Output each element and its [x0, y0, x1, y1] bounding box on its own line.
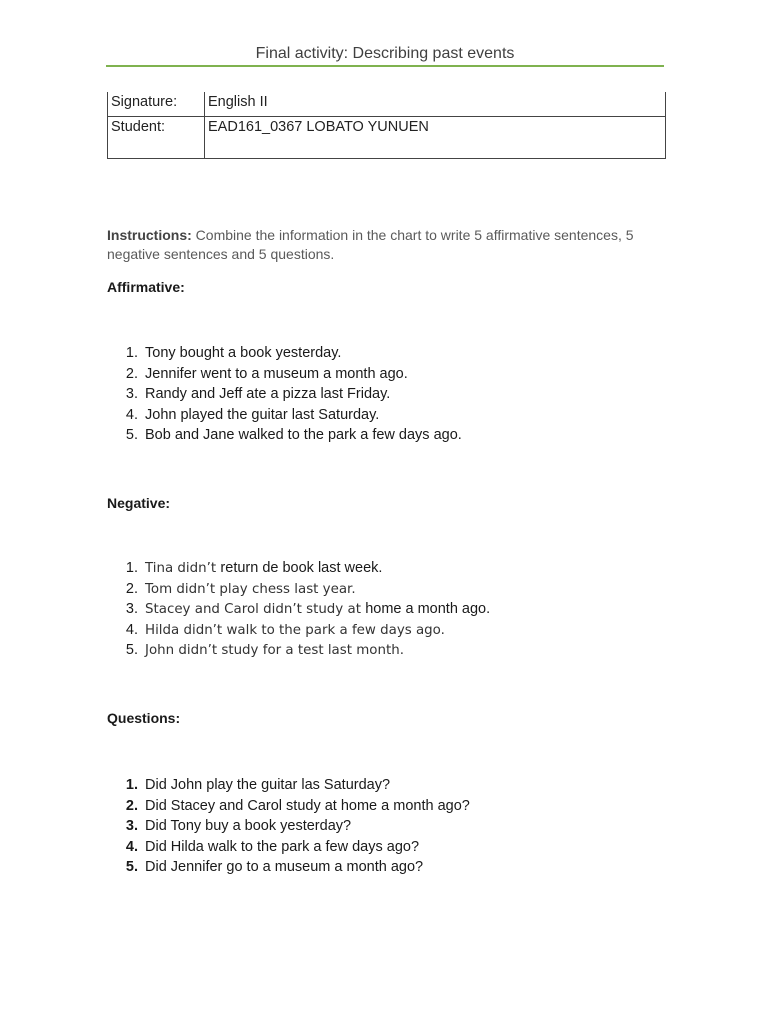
item-number: 4. [125, 406, 138, 423]
list-item [107, 857, 470, 878]
instructions-label: Instructions: [107, 227, 192, 243]
item-text: Randy and Jeff ate a pizza last Friday. [145, 386, 391, 403]
item-text-part: John didn’t study for a test last month. [145, 643, 404, 659]
affirmative-list [107, 343, 462, 446]
list-item [107, 775, 470, 796]
item-number: 4. [125, 838, 138, 855]
signature-value: English II [205, 92, 666, 117]
item-text: Tony bought a book yesterday. [145, 345, 342, 361]
questions-heading: Questions: [107, 710, 181, 726]
item-text: John played the guitar last Saturday. [145, 406, 380, 423]
item-number: 5. [125, 859, 138, 876]
item-text-part: home a month ago. [365, 601, 491, 618]
affirmative-heading: Affirmative: [107, 279, 185, 295]
signature-label: Signature: [108, 92, 205, 117]
item-text: Did Tony buy a book yesterday? [145, 818, 352, 835]
list-item [107, 816, 470, 837]
list-item [107, 343, 462, 364]
negative-heading: Negative: [107, 495, 171, 511]
list-item [107, 425, 462, 446]
item-text: Did Jennifer go to a museum a month ago? [145, 859, 424, 876]
item-text-part: Hilda didn’t walk to the park a few days ago. [145, 622, 445, 638]
info-table [107, 92, 666, 159]
list-item [107, 599, 490, 620]
item-number: 5. [125, 427, 138, 444]
item-number: 4. [125, 621, 138, 638]
student-label: Student: [108, 117, 205, 159]
questions-list [107, 775, 470, 878]
list-item [107, 620, 490, 641]
item-number: 1. [125, 345, 138, 361]
item-number: 2. [125, 365, 138, 382]
negative-list [107, 558, 490, 661]
item-text: Bob and Jane walked to the park a few days ago. [145, 427, 462, 444]
list-item [107, 384, 462, 405]
item-text: Did Stacey and Carol study at home a month ago? [145, 797, 470, 814]
page-title: Final activity: Describing past events [255, 45, 515, 62]
item-text: Did Hilda walk to the park a few days ago? [145, 838, 420, 855]
item-number: 2. [125, 580, 138, 597]
instructions-paragraph [107, 226, 667, 264]
list-item [107, 640, 490, 661]
list-item [107, 405, 462, 426]
item-text-part: return de book last week. [220, 560, 383, 576]
list-item [107, 558, 490, 579]
list-item [107, 364, 462, 385]
list-item [107, 837, 470, 858]
item-number: 5. [125, 642, 138, 659]
student-row [108, 117, 666, 159]
item-text-part: Stacey and Carol didn’t study at [145, 602, 366, 618]
item-number: 1. [125, 560, 138, 576]
item-number: 3. [125, 818, 138, 835]
instructions-text: Combine the information in the chart to write 5 affirmative sentences, 5 negative sentences and 5 questions. [107, 227, 634, 262]
item-text-part: Tom didn’t play chess last year. [145, 581, 356, 597]
signature-row [108, 92, 666, 117]
student-value: EAD161_0367 LOBATO YUNUEN [205, 117, 666, 159]
item-number: 3. [125, 601, 138, 618]
list-item [107, 796, 470, 817]
item-text: Did John play the guitar las Saturday? [145, 777, 391, 793]
list-item [107, 579, 490, 600]
item-text-part: Tina didn’t [145, 561, 221, 576]
item-number: 2. [125, 797, 138, 814]
item-number: 3. [125, 386, 138, 403]
header-divider [106, 65, 664, 67]
item-number: 1. [125, 777, 138, 793]
item-text: Jennifer went to a museum a month ago. [145, 365, 408, 382]
